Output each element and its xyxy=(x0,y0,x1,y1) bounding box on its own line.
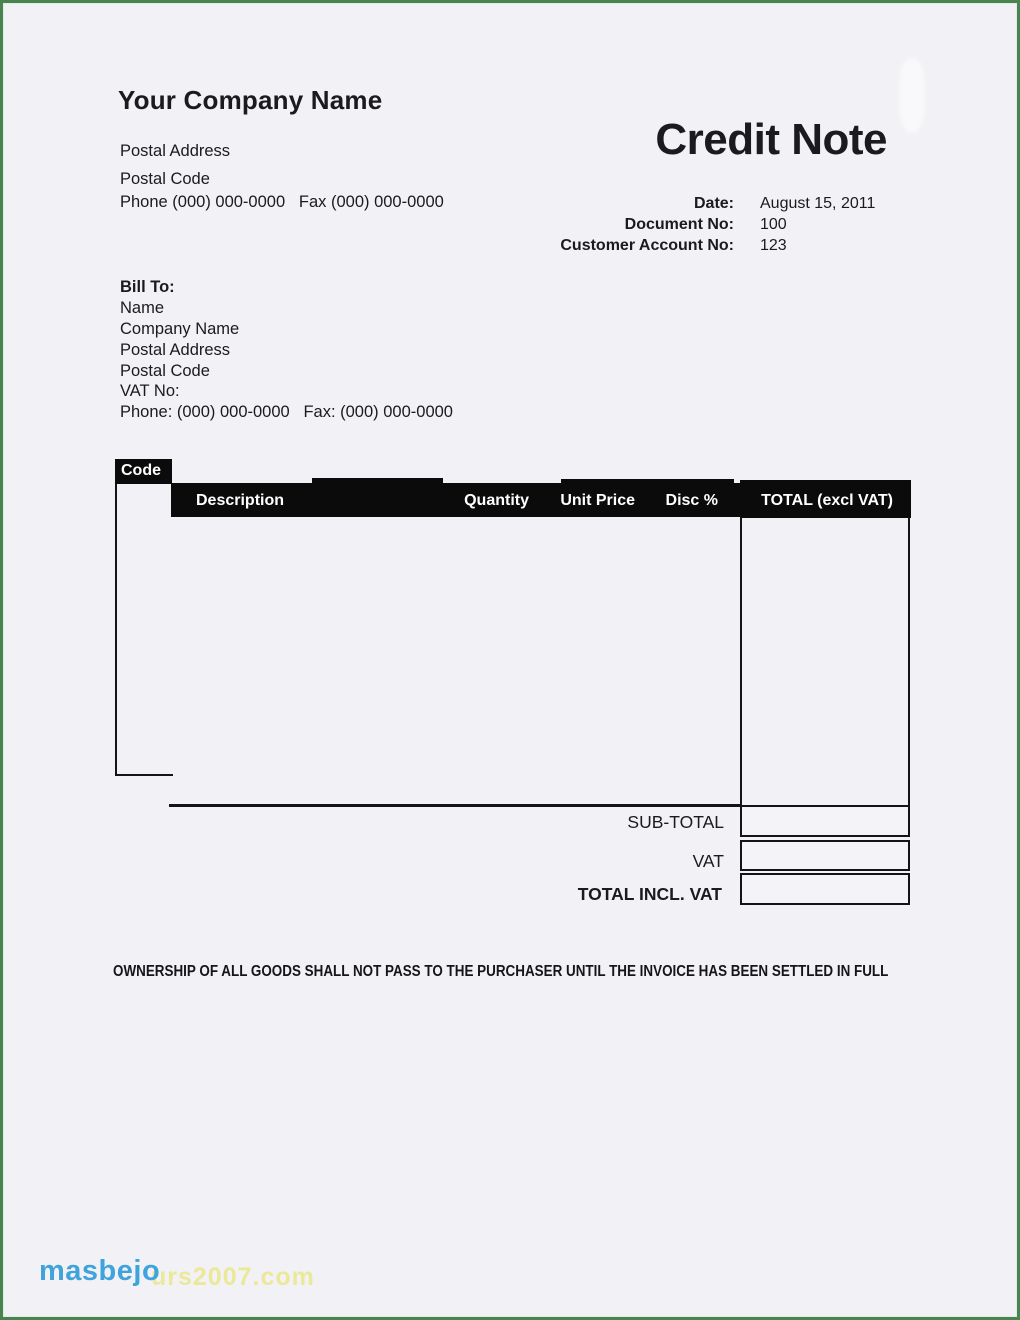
company-name: Your Company Name xyxy=(118,85,383,115)
total-incl-vat-label: TOTAL INCL. VAT xyxy=(577,884,722,904)
subtotal-label: SUB-TOTAL xyxy=(627,812,724,832)
column-header-quantity: Quantity xyxy=(464,492,529,509)
bill-to-name: Name xyxy=(120,299,165,317)
vat-label: VAT xyxy=(692,851,724,871)
column-header-description: Description xyxy=(196,492,285,509)
subtotal-value-box xyxy=(740,805,910,837)
table-header-bar-step xyxy=(312,478,443,484)
scan-artifact xyxy=(899,58,925,133)
bill-to-phone-fax: Phone: (000) 000-0000 Fax: (000) 000-0000 xyxy=(120,403,453,421)
column-header-total-excl-vat: TOTAL (excl VAT) xyxy=(761,492,893,509)
document-title: Credit Note xyxy=(655,115,887,164)
date-label: Date: xyxy=(693,195,734,212)
code-column-body xyxy=(115,484,173,776)
customer-account-no-value: 123 xyxy=(760,237,787,254)
table-header-bar-step xyxy=(561,479,734,484)
total-column-body xyxy=(740,517,910,805)
column-header-disc: Disc % xyxy=(665,492,718,509)
date-value: August 15, 2011 xyxy=(760,195,876,212)
code-column-header-label: Code xyxy=(121,462,161,479)
bill-to-heading: Bill To: xyxy=(120,278,175,296)
document-no-value: 100 xyxy=(760,216,787,233)
watermark-primary-text: masbejo xyxy=(39,1255,161,1287)
subtotal-divider-line xyxy=(169,804,742,807)
customer-account-no-label: Customer Account No: xyxy=(560,237,734,254)
document-no-label: Document No: xyxy=(624,216,734,233)
total-incl-vat-value-box xyxy=(740,873,910,905)
company-postal-code: Postal Code xyxy=(120,170,210,188)
vat-value-box xyxy=(740,840,910,871)
bill-to-company: Company Name xyxy=(120,320,240,338)
bill-to-vat-no: VAT No: xyxy=(120,382,180,400)
watermark-secondary-text: urs2007.com xyxy=(151,1263,315,1291)
bill-to-postal-code: Postal Code xyxy=(120,362,210,380)
company-postal-address: Postal Address xyxy=(120,142,231,160)
code-column-header xyxy=(115,459,172,484)
bill-to-postal-address: Postal Address xyxy=(120,341,231,359)
company-phone-fax: Phone (000) 000-0000 Fax (000) 000-0000 xyxy=(120,193,444,211)
column-header-unit-price: Unit Price xyxy=(560,492,635,509)
ownership-terms-text: OWNERSHIP OF ALL GOODS SHALL NOT PASS TO THE PURCHASER UNTIL THE INVOICE HAS BEEN SETTLED IN FULL xyxy=(113,963,889,980)
